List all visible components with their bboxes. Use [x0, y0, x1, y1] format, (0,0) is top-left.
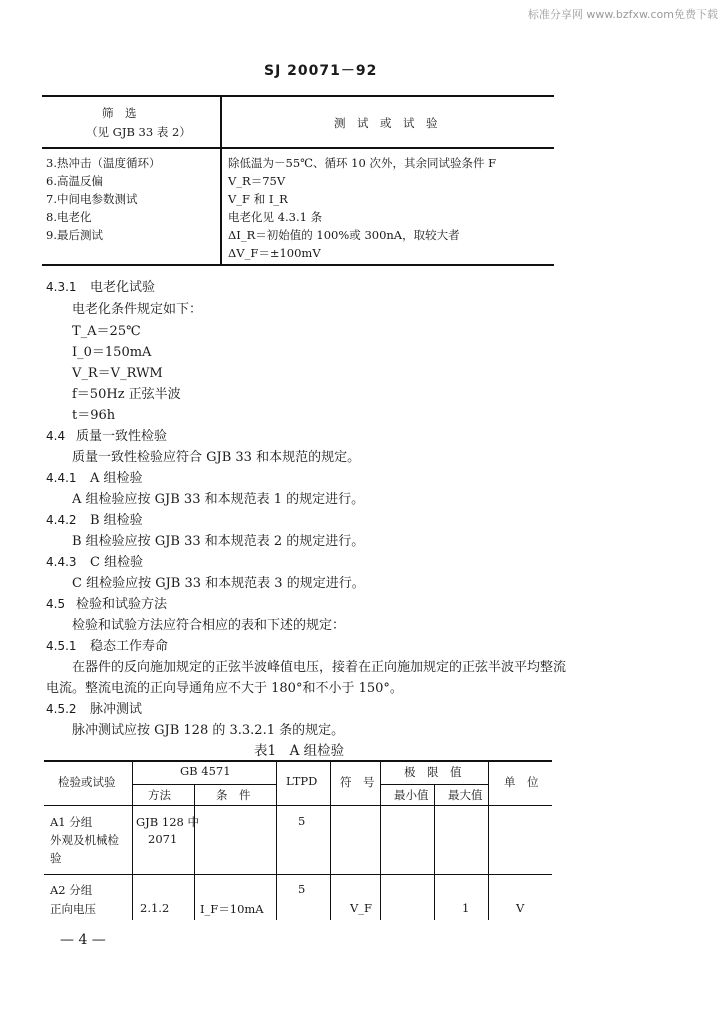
watermark-text: 标准分享网 www.bzfxw.com免费下载 — [527, 8, 718, 21]
section-title: C 组检验 — [90, 555, 144, 570]
row-max: 1 — [462, 901, 470, 915]
burn-in-condition: f＝50Hz 正弦半波 — [72, 387, 181, 402]
table-caption: 表1 A 组检验 — [254, 743, 345, 759]
row-method: 2.1.2 — [140, 901, 170, 915]
section-title: 检验和试验方法 — [76, 597, 168, 612]
section-title: 电老化试验 — [90, 280, 156, 295]
row-condition: I_F＝10mA — [200, 902, 264, 916]
section-number: 4.5 — [46, 597, 66, 611]
section-4-5-heading — [46, 593, 167, 612]
section-4-4-2-heading — [46, 509, 143, 528]
screen-row-right: ΔV_F＝±100mV — [228, 246, 321, 260]
screen-row-left: 6.高温反偏 — [46, 174, 103, 188]
header-method: 方法 — [148, 788, 171, 802]
section-4-3-1-heading — [46, 276, 155, 295]
screen-header-left-2: （见 GJB 33 表 2） — [86, 125, 191, 139]
screen-row-right: 除低温为－55℃、循环 10 次外，其余同试验条件 F — [228, 156, 497, 170]
header-limit: 极 限 值 — [404, 765, 462, 779]
row-method: GJB 128 中 — [136, 815, 200, 829]
screen-header-left-1: 筛 选 — [102, 106, 137, 120]
row-unit: V — [516, 901, 525, 915]
section-text: 在器件的反向施加规定的正弦半波峰值电压，接着在正向施加规定的正弦半波平均整流 — [72, 660, 567, 675]
document-code: SJ 20071－92 — [264, 63, 378, 79]
header-ltpd: LTPD — [286, 774, 318, 788]
section-title: 质量一致性检验 — [76, 429, 168, 444]
section-number: 4.4.1 — [46, 471, 77, 485]
screen-row-right: V_F 和 I_R — [228, 192, 288, 206]
screen-row-left: 3.热冲击（温度循环） — [46, 156, 161, 170]
header-condition: 条 件 — [216, 788, 251, 802]
page-number: — 4 — — [60, 932, 106, 948]
header-test: 检验或试验 — [58, 775, 116, 789]
row-ltpd: 5 — [298, 882, 306, 896]
table-a-group-inspection — [44, 760, 552, 920]
header-unit: 单 位 — [504, 775, 539, 789]
section-text: C 组检验应按 GJB 33 和本规范表 3 的规定进行。 — [72, 576, 365, 591]
header-gb: GB 4571 — [180, 764, 231, 778]
row-test: A2 分组 — [50, 883, 93, 897]
header-max: 最大值 — [448, 788, 483, 802]
row-test: 验 — [50, 851, 62, 865]
row-test: A1 分组 — [50, 815, 93, 829]
screen-row-right: ΔI_R＝初始值的 100%或 300nA，取较大者 — [228, 228, 460, 242]
section-number: 4.5.2 — [46, 702, 77, 716]
section-4-5-2-heading — [46, 698, 142, 717]
section-number: 4.4.3 — [46, 555, 77, 569]
screen-row-left: 7.中间电参数测试 — [46, 192, 138, 206]
section-4-4-3-heading — [46, 551, 143, 570]
screen-row-left: 8.电老化 — [46, 210, 92, 224]
burn-in-condition: t＝96h — [72, 408, 116, 423]
section-title: B 组检验 — [90, 513, 143, 528]
section-number: 4.4 — [46, 429, 66, 443]
row-test: 外观及机械检 — [50, 833, 119, 847]
section-number: 4.5.1 — [46, 639, 77, 653]
header-min: 最小值 — [394, 788, 429, 802]
burn-in-condition: I_0＝150mA — [72, 345, 152, 360]
section-text: 质量一致性检验应符合 GJB 33 和本规范的规定。 — [72, 450, 361, 465]
section-4-4-1-heading — [46, 467, 143, 486]
section-4-5-1-heading — [46, 635, 168, 654]
section-text: 检验和试验方法应符合相应的表和下述的规定： — [72, 618, 346, 633]
section-text: A 组检验应按 GJB 33 和本规范表 1 的规定进行。 — [72, 492, 365, 507]
section-text: 脉冲测试应按 GJB 128 的 3.3.2.1 条的规定。 — [72, 723, 345, 738]
screen-row-right: V_R＝75V — [228, 174, 286, 188]
burn-in-condition: T_A＝25℃ — [72, 324, 141, 339]
section-title: 脉冲测试 — [90, 702, 143, 717]
row-test: 正向电压 — [50, 902, 96, 916]
section-4-4-heading — [46, 425, 167, 444]
burn-in-intro: 电老化条件规定如下： — [72, 302, 203, 317]
section-text: 电流。整流电流的正向导通角应不大于 180°和不小于 150°。 — [46, 681, 403, 696]
section-number: 4.3.1 — [46, 280, 77, 294]
row-method: 2071 — [148, 832, 178, 846]
screen-row-right: 电老化见 4.3.1 条 — [228, 210, 323, 224]
row-ltpd: 5 — [298, 814, 306, 828]
row-symbol: V_F — [350, 901, 373, 915]
section-number: 4.4.2 — [46, 513, 77, 527]
screen-row-left: 9.最后测试 — [46, 228, 103, 242]
section-title: A 组检验 — [90, 471, 143, 486]
screening-table — [42, 95, 554, 266]
section-text: B 组检验应按 GJB 33 和本规范表 2 的规定进行。 — [72, 534, 365, 549]
section-title: 稳态工作寿命 — [90, 639, 169, 654]
burn-in-condition: V_R＝V_RWM — [72, 366, 163, 381]
header-symbol: 符 号 — [340, 775, 375, 789]
screen-header-right: 测 试 或 试 验 — [334, 116, 438, 130]
